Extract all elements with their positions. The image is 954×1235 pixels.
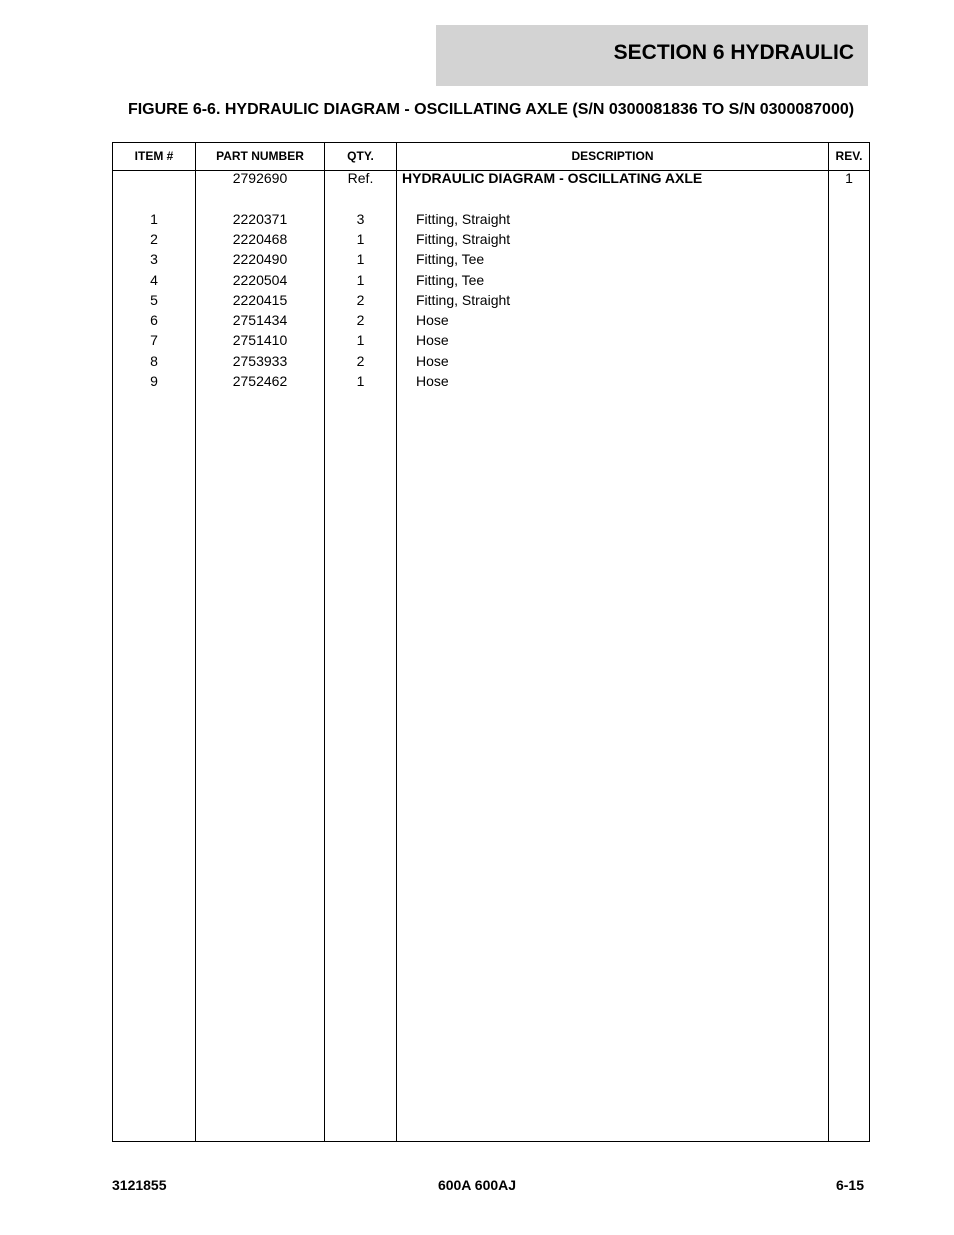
description-cell: Hose xyxy=(416,312,449,328)
qty-cell: 1 xyxy=(356,373,365,389)
qty-cell: 2 xyxy=(356,312,365,328)
item-cell: 1 xyxy=(150,211,158,227)
parts-table xyxy=(112,142,870,1142)
description-cell: Fitting, Straight xyxy=(416,211,511,227)
item-cell: 2 xyxy=(150,231,158,247)
table-row xyxy=(113,310,869,330)
qty-cell: 1 xyxy=(356,231,365,247)
table-row-main xyxy=(113,168,869,188)
part-number-cell: 2220415 xyxy=(232,292,288,308)
item-cell: 8 xyxy=(150,353,158,369)
column-header-item: ITEM # xyxy=(134,149,174,163)
column-header-qty: QTY. xyxy=(347,149,374,163)
item-cell: 5 xyxy=(150,292,158,308)
description-cell: Fitting, Straight xyxy=(416,231,511,247)
column-header-rev: REV. xyxy=(835,149,863,163)
part-number-cell: 2753933 xyxy=(232,353,288,369)
section-title: SECTION 6 HYDRAULIC xyxy=(613,41,854,64)
item-cell: 7 xyxy=(150,332,158,348)
qty-cell: 3 xyxy=(356,211,365,227)
qty-cell: 2 xyxy=(356,292,365,308)
item-cell: 4 xyxy=(150,272,158,288)
part-number-cell: 2751410 xyxy=(232,332,288,348)
table-row xyxy=(113,290,869,310)
qty-cell: 1 xyxy=(356,251,365,267)
description-cell: Hose xyxy=(416,332,449,348)
column-header-part-number: PART NUMBER xyxy=(216,149,304,163)
description-cell: Hose xyxy=(416,373,449,389)
part-number-cell: 2220490 xyxy=(232,251,288,267)
description-cell: Fitting, Straight xyxy=(416,292,511,308)
part-number-cell: 2792690 xyxy=(232,170,288,186)
item-cell xyxy=(113,168,195,188)
item-cell: 9 xyxy=(150,373,158,389)
table-row xyxy=(113,351,869,371)
description-cell: Fitting, Tee xyxy=(416,251,485,267)
qty-cell: Ref. xyxy=(347,170,374,186)
table-row xyxy=(113,330,869,350)
part-number-cell: 2220468 xyxy=(232,231,288,247)
part-number-cell: 2220371 xyxy=(232,211,288,227)
description-cell: Fitting, Tee xyxy=(416,272,485,288)
footer-page-number: 6-15 xyxy=(835,1177,864,1193)
section-banner xyxy=(436,25,868,86)
table-row xyxy=(113,270,869,290)
table-row xyxy=(113,209,869,229)
figure-title: FIGURE 6-6. HYDRAULIC DIAGRAM - OSCILLATING AXLE (S/N 0300081836 TO S/N 0300087000) xyxy=(127,101,855,118)
rev-cell: 1 xyxy=(845,170,853,186)
qty-cell: 1 xyxy=(356,272,365,288)
part-number-cell: 2751434 xyxy=(232,312,288,328)
column-header-description: DESCRIPTION xyxy=(571,149,654,163)
item-cell: 3 xyxy=(150,251,158,267)
part-number-cell: 2752462 xyxy=(232,373,288,389)
table-row xyxy=(113,371,869,391)
qty-cell: 1 xyxy=(356,332,365,348)
footer-doc-number: 3121855 xyxy=(112,1177,167,1193)
part-number-cell: 2220504 xyxy=(232,272,288,288)
table-row xyxy=(113,249,869,269)
qty-cell: 2 xyxy=(356,353,365,369)
item-cell: 6 xyxy=(150,312,158,328)
description-cell: Hose xyxy=(416,353,449,369)
description-cell: HYDRAULIC DIAGRAM - OSCILLATING AXLE xyxy=(402,170,703,186)
table-row xyxy=(113,229,869,249)
footer-model: 600A 600AJ xyxy=(437,1177,517,1193)
